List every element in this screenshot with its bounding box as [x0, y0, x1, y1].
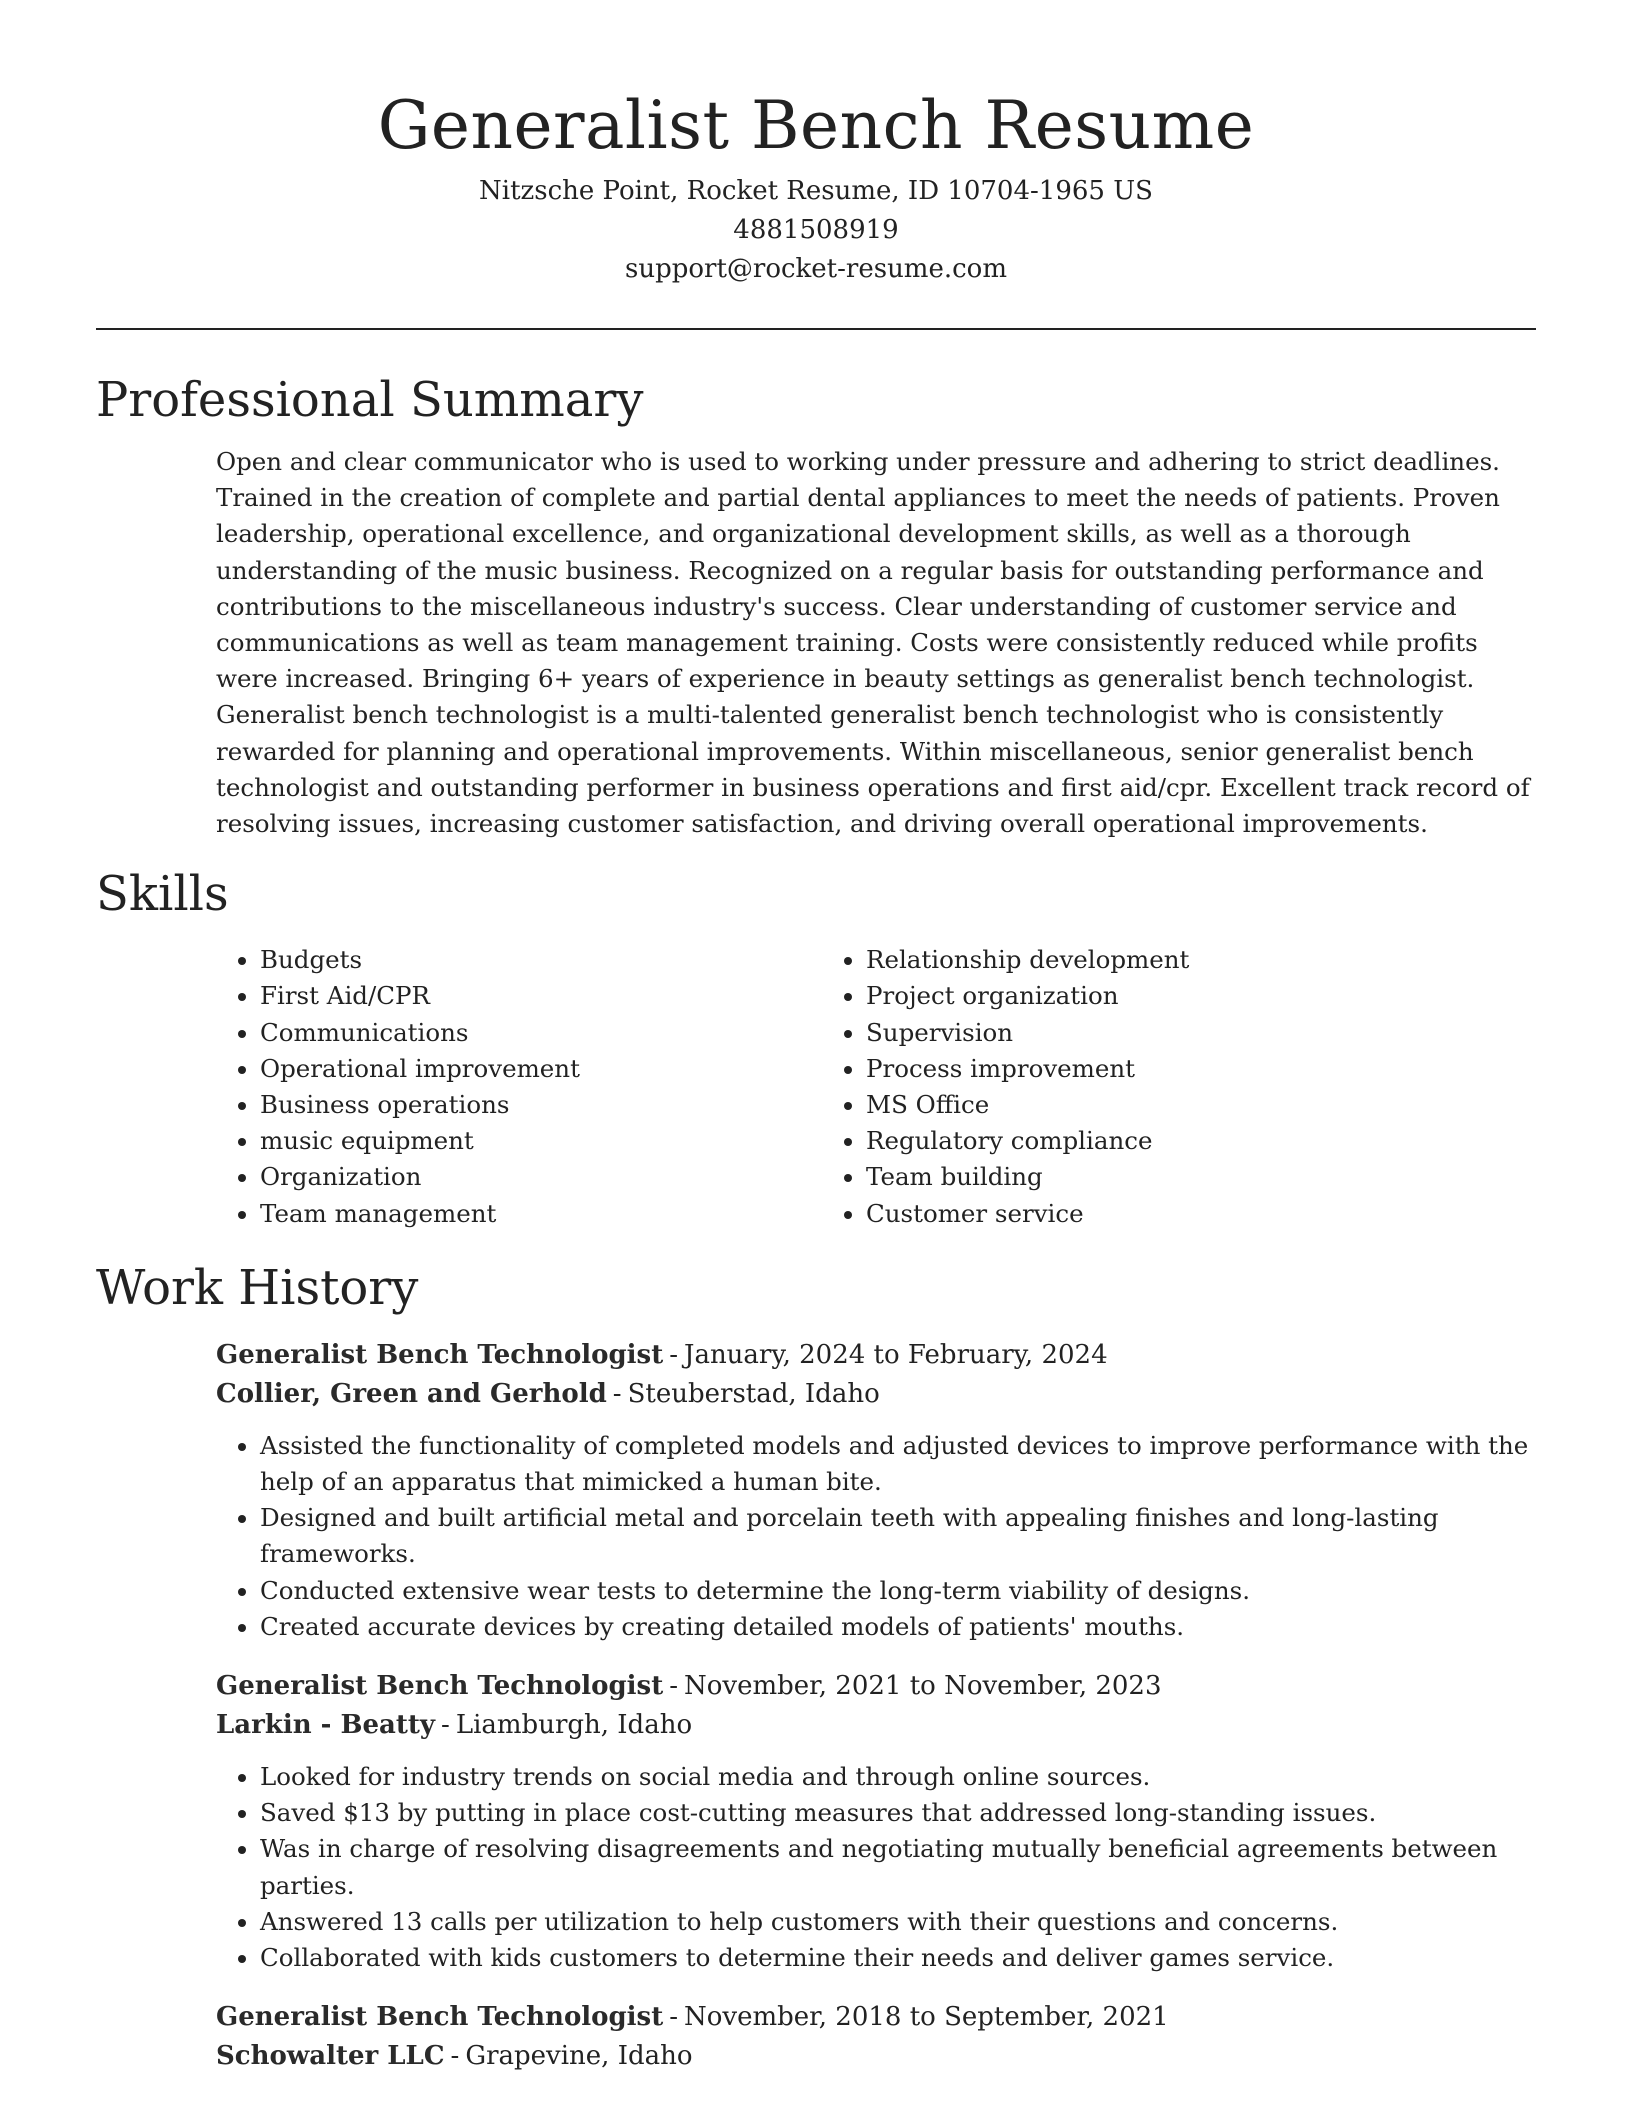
skill-item: • Operational improvement — [260, 1051, 822, 1087]
job-entry — [216, 1667, 1536, 1976]
skill-item: • MS Office — [866, 1087, 1428, 1123]
job-company: Larkin - Beatty — [216, 1710, 436, 1741]
job-title: Generalist Bench Technologist — [216, 1671, 664, 1702]
skills-heading: Skills — [96, 866, 229, 923]
job-dates: November, 2021 to November, 2023 — [684, 1671, 1162, 1702]
skill-item: • Budgets — [260, 942, 822, 978]
skill-item: • music equipment — [260, 1123, 822, 1159]
skill-item: • Organization — [260, 1159, 822, 1195]
job-company-line: Collier, Green and Gerhold - Steuberstad, Idaho — [216, 1378, 880, 1409]
job-location: Steuberstad, Idaho — [627, 1378, 880, 1409]
contact-email: support@rocket-resume.com — [624, 254, 1007, 284]
job-bullet: • Collaborated with kids customers to determine their needs and deliver games service. — [260, 1940, 1536, 1976]
skill-item: • Communications — [260, 1015, 822, 1051]
work-history-heading: Work History — [96, 1259, 419, 1316]
skill-item: • Regulatory compliance — [866, 1123, 1428, 1159]
job-title: Generalist Bench Technologist — [216, 2002, 664, 2033]
skills-column-right — [822, 942, 1428, 1232]
job-location: Grapevine, Idaho — [465, 2041, 693, 2072]
resume-page — [96, 0, 1536, 2076]
job-bullet: • Designed and built artificial metal and porcelain teeth with appealing finishes and long-lasting frameworks. — [260, 1500, 1536, 1572]
job-title-line: Generalist Bench Technologist - January, 2024 to February, 2024 — [216, 1339, 1108, 1370]
job-entry — [216, 1336, 1536, 1645]
job-company-line: Schowalter LLC - Grapevine, Idaho — [216, 2041, 693, 2072]
skill-item: • Relationship development — [866, 942, 1428, 978]
skill-item: • Team management — [260, 1196, 822, 1232]
job-title: Generalist Bench Technologist — [216, 1339, 664, 1370]
resume-title: Generalist Bench Resume — [377, 87, 1255, 164]
contact-block — [96, 172, 1536, 289]
job-title-line: Generalist Bench Technologist - November, 2021 to November, 2023 — [216, 1671, 1162, 1702]
skill-item: • First Aid/CPR — [260, 978, 822, 1014]
job-dates: January, 2024 to February, 2024 — [684, 1339, 1108, 1370]
job-bullet: • Was in charge of resolving disagreements and negotiating mutually beneficial agreements between parties. — [260, 1831, 1536, 1903]
skill-item: • Customer service — [866, 1196, 1428, 1232]
skill-item: • Supervision — [866, 1015, 1428, 1051]
job-bullet: • Looked for industry trends on social media and through online sources. — [260, 1759, 1536, 1795]
job-company-line: Larkin - Beatty - Liamburgh, Idaho — [216, 1710, 693, 1741]
skill-item: • Team building — [866, 1159, 1428, 1195]
job-bullet: • Assisted the functionality of completed models and adjusted devices to improve performance with the help of an apparatus that mimicked a human bite. — [260, 1428, 1536, 1500]
job-company: Collier, Green and Gerhold — [216, 1378, 607, 1409]
job-bullet: • Conducted extensive wear tests to determine the long-term viability of designs. — [260, 1573, 1536, 1609]
skill-item: • Project organization — [866, 978, 1428, 1014]
skill-item: • Process improvement — [866, 1051, 1428, 1087]
job-location: Liamburgh, Idaho — [455, 1710, 693, 1741]
header-divider — [96, 328, 1536, 330]
job-bullet: • Saved $13 by putting in place cost-cutting measures that addressed long-standing issues. — [260, 1795, 1536, 1831]
job-bullet: • Created accurate devices by creating detailed models of patients' mouths. — [260, 1609, 1536, 1645]
contact-address: Nitzsche Point, Rocket Resume, ID 10704-1965 US — [479, 176, 1153, 206]
skill-item: • Business operations — [260, 1087, 822, 1123]
summary-heading: Professional Summary — [96, 372, 644, 428]
job-company: Schowalter LLC — [216, 2041, 445, 2072]
job-entry — [216, 1998, 1536, 2076]
job-bullets — [216, 1428, 1536, 1645]
contact-phone: 4881508919 — [733, 215, 899, 245]
skills-column-left — [216, 942, 822, 1232]
job-title-line: Generalist Bench Technologist - November, 2018 to September, 2021 — [216, 2002, 1169, 2033]
skills-list — [216, 942, 1536, 1232]
job-bullet: • Answered 13 calls per utilization to help customers with their questions and concerns. — [260, 1904, 1536, 1940]
job-bullets — [216, 1759, 1536, 1976]
job-dates: November, 2018 to September, 2021 — [684, 2002, 1169, 2033]
summary-text: Open and clear communicator who is used to working under pressure and adhering to strict deadlines. Trained in the creation of complete and partial dental appliances to meet the needs of patients. Proven leadership, operational excellence, and organizational development skills, as well as a thorough understanding of the music business. Recognized on a regular basis for outstanding performance and contributions to the miscellaneous industry's success. Clear understanding of customer service and communications as well as team management training. Costs were consistently reduced while profits were increased. Bringing 6+ years of experience in beauty settings as generalist bench technologist. Generalist bench technologist is a multi-talented generalist bench technologist who is consistently rewarded for planning and operational improvements. Within miscellaneous, senior generalist bench technologist and outstanding performer in business operations and first aid/cpr. Excellent track record of resolving issues, increasing customer satisfaction, and driving overall operational improvements. — [216, 447, 1530, 839]
